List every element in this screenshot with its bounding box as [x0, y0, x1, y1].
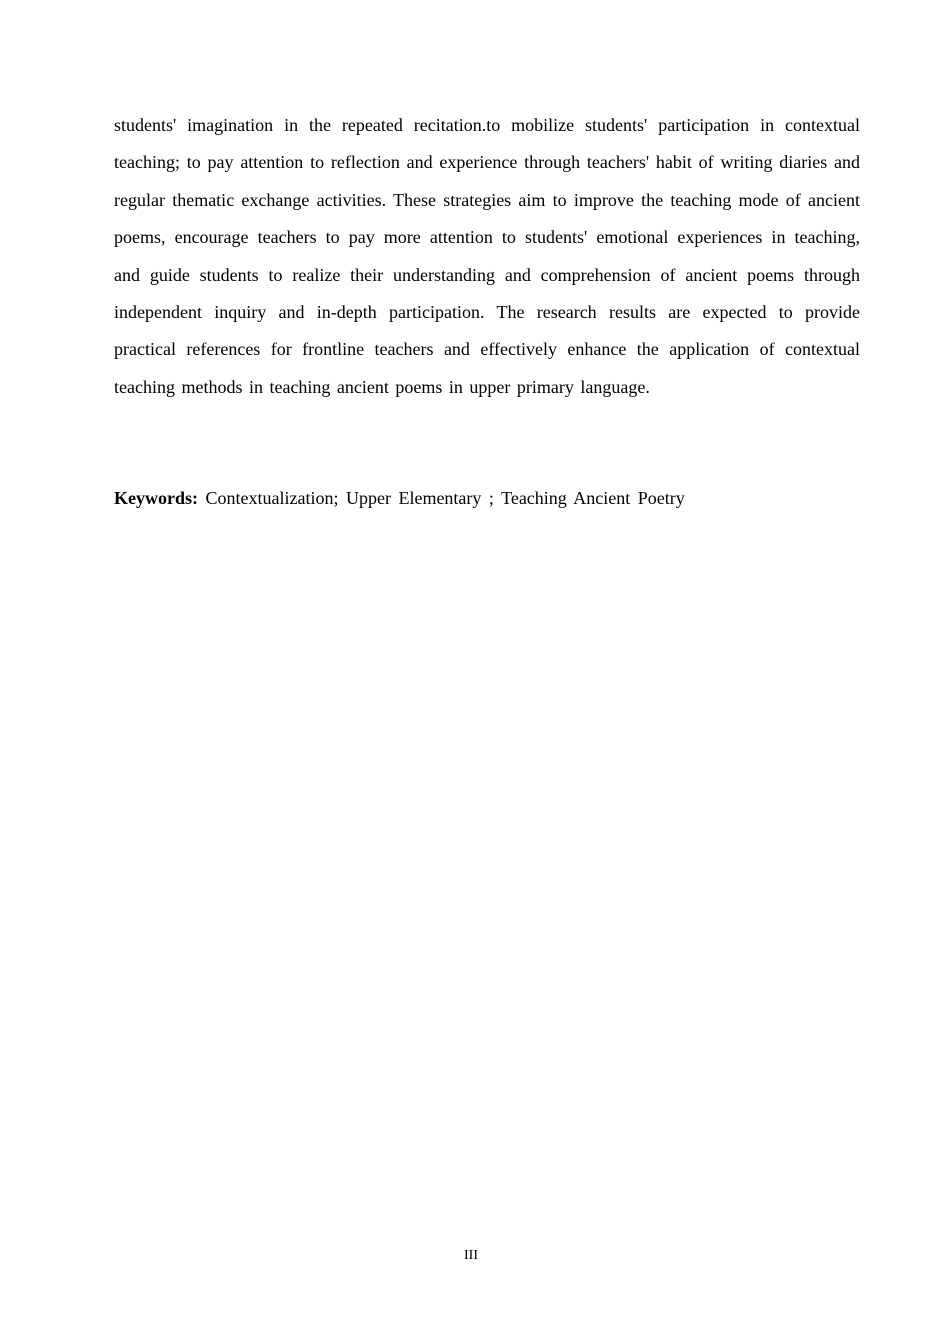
keywords-line [114, 480, 860, 517]
keywords-label: Keywords: [114, 488, 198, 508]
page-number: III [464, 1248, 478, 1263]
keywords-values: Contextualization; Upper Elementary ; Teaching Ancient Poetry [205, 488, 685, 508]
abstract-paragraph: students' imagination in the repeated recitation.to mobilize students' participation in contextual teaching; to pay attention to reflection and experience through teachers' habit of writing diaries and regular thematic exchange activities. These strategies aim to improve the teaching mode of ancient poems, encourage teachers to pay more attention to students' emotional experiences in teaching, and guide students to realize their understanding and comprehension of ancient poems through independent inquiry and in-depth participation. The research results are expected to provide practical references for frontline teachers and effectively enhance the application of contextual teaching methods in teaching ancient poems in upper primary language. [114, 115, 860, 397]
